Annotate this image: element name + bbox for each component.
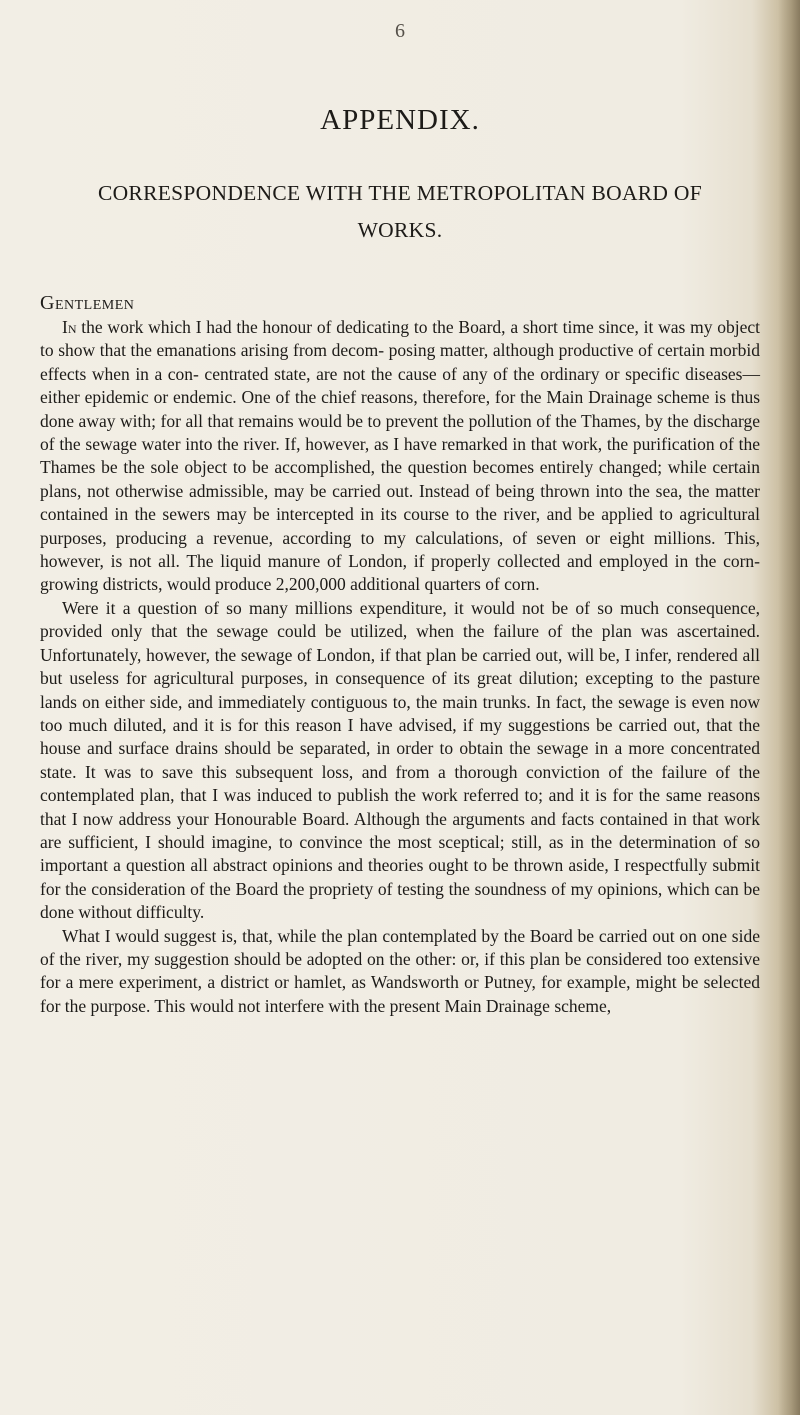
paragraph-lead: In [62, 317, 77, 337]
paragraph [40, 597, 760, 925]
salutation: Gentlemen [40, 292, 135, 314]
paragraph [40, 316, 760, 597]
appendix-title: APPENDIX. [320, 104, 480, 136]
section-subtitle: CORRESPONDENCE WITH THE METROPOLITAN BOARD OF WORKS. [97, 181, 703, 242]
paragraph-text: Were it a question of so many millions expenditure, it would not be of so much consequence, provided only that the sewage could be utilized, when the failure of the plan was ascertained. Unfortunately, however, the sewage of London, if that plan be carried out, will be, I infer, rendered all but useless for agricultural purposes, in consequence of its great dilution; excepting to the pasture lands on either side, and immediately contiguous to, the main trunks. In fact, the sewage is even now too much diluted, and it is for this reason I have advised, if my suggestions be carried out, that the house and surface drains should be separated, in order to obtain the sewage in a more concentrated state. It was to save this subsequent loss, and from a thorough conviction of the failure of the contemplated plan, that I was induced to publish the work referred to; and it is for the same reasons that I now address your Honourable Board. Although the arguments and facts contained in that work are sufficient, I should imagine, to convince the most sceptical; still, as in the determination of so important a question all abstract opinions and theories ought to be thrown aside, I respectfully submit for the consideration of the Board the propriety of testing the soundness of my opinions, which can be done without difficulty. [40, 597, 760, 923]
letter-body [40, 316, 760, 1018]
page-number: 6 [395, 20, 405, 42]
page-edge-shadow [778, 0, 800, 1415]
paragraph-text: What I would suggest is, that, while the plan contemplated by the Board be carried out on one side of the river, my suggestion should be adopted on the other: or, if this plan be considered too extensive for a mere experiment, a district or hamlet, as Wandsworth or Putney, for example, might be selected for the purpose. This would not interfere with the present Main Drainage scheme, [40, 925, 760, 1016]
paragraph [40, 925, 760, 1019]
paragraph-text: the work which I had the honour of dedicating to the Board, a short time since, it was my object to show that the emanations arising from decom- posing matter, although productive of certain morbid effects when in a con- centrated state, are not the cause of any of the ordinary or specific diseases— either epidemic or endemic. One of the chief reasons, therefore, for the Main Drainage scheme is thus done away with; for all that remains would be to prevent the pollution of the Thames, by the discharge of the sewage water into the river. If, however, as I have remarked in that work, the purification of the Thames be the sole object to be accomplished, the question becomes entirely changed; while certain plans, not otherwise admissible, may be carried out. Instead of being thrown into the sea, the matter contained in the sewers may be intercepted in its course to the river, and be applied to agricultural purposes, producing a revenue, according to my calculations, of seven or eight millions. This, however, is not all. The liquid manure of London, if properly collected and employed in the corn-growing districts, would produce 2,200,000 additional quarters of corn. [40, 317, 760, 595]
